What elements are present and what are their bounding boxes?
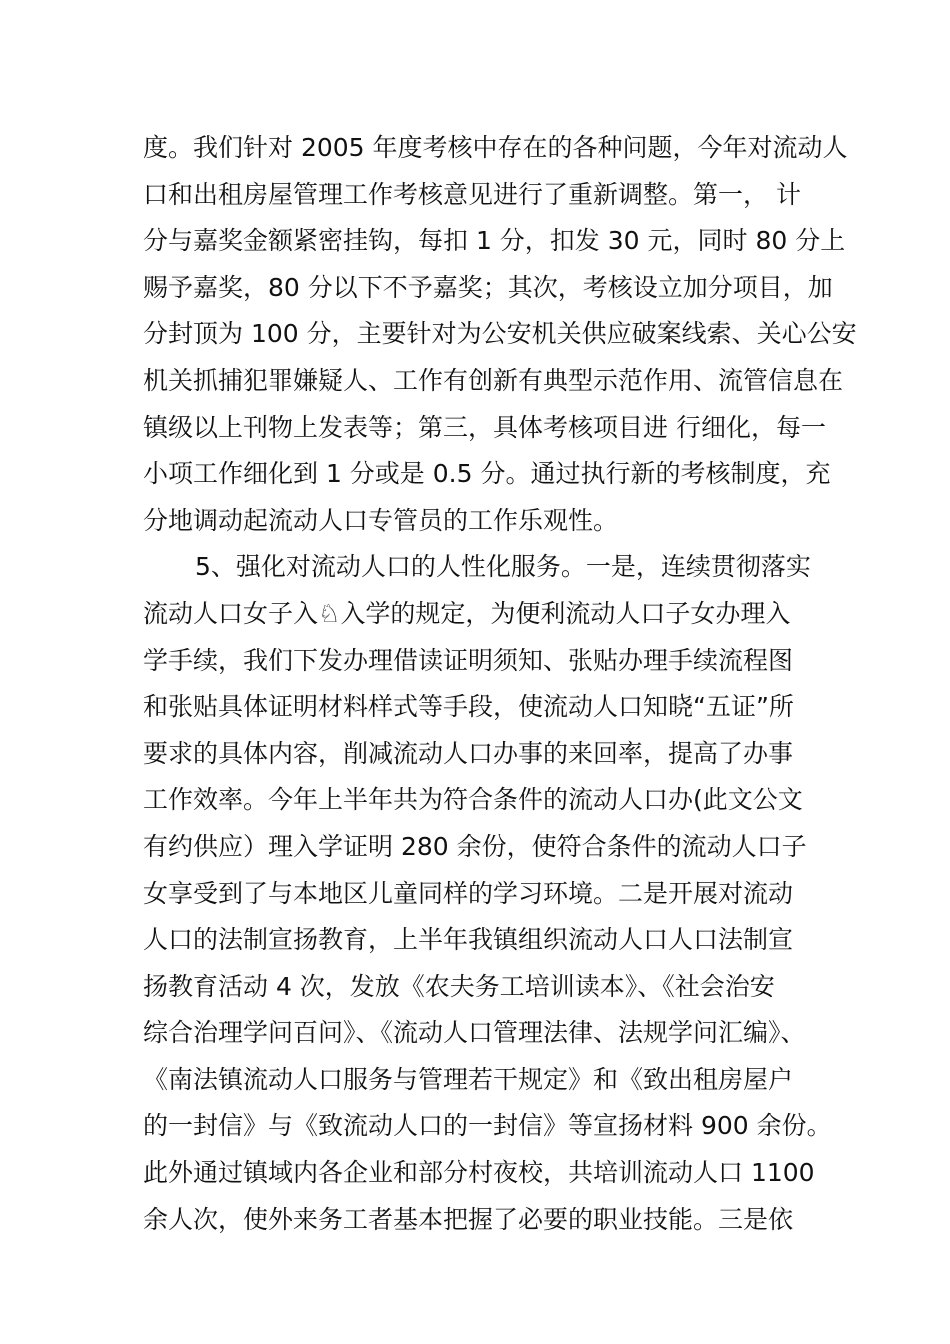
text-line: 人口的法制宣扬教育，上半年我镇组织流动人口人口法制宣 [143, 925, 794, 955]
text-line: 女享受到了与本地区儿童同样的学习环境。二是开展对流动 [143, 878, 794, 908]
text-line: 机关抓捕犯罪嫌疑人、工作有创新有典型示范作用、流管信息在 [143, 365, 844, 395]
text-line: 镇级以上刊物上发表等；第三，具体考核项目进 行细化，每一 [143, 412, 826, 442]
text-line: 扬教育活动 4 次，发放《农夫务工培训读本》、《社会治安 [143, 971, 775, 1001]
text-line: 综合治理学问百问》、《流动人口管理法律、法规学问汇编》、 [143, 1018, 806, 1048]
text-line: 和张贴具体证明材料样式等手段，使流动人口知晓“五证”所 [143, 692, 794, 722]
text-line: 要求的具体内容，削减流动人口办事的来回率，提高了办事 [143, 738, 794, 768]
text-line: 小项工作细化到 1 分或是 0.5 分。通过执行新的考核制度，充 [143, 459, 831, 489]
text-line: 此外通过镇域内各企业和部分村夜校，共培训流动人口 1100 [143, 1158, 815, 1188]
body-text [143, 125, 857, 1243]
text-line: 分与嘉奖金额紧密挂钩，每扣 1 分，扣发 30 元，同时 80 分上 [143, 226, 846, 256]
text-line: 有约供应）理入学证明 280 余份，使符合条件的流动人口子 [143, 831, 807, 861]
text-line: 口和出租房屋管理工作考核意见进行了重新调整。第一， 计 [143, 179, 801, 209]
text-line: 分封顶为 100 分，主要针对为公安机关供应破案线索、关心公安 [143, 319, 857, 349]
text-line: 的一封信》与《致流动人口的一封信》等宣扬材料 900 余份。 [143, 1111, 832, 1141]
text-line: 赐予嘉奖，80 分以下不予嘉奖；其次，考核设立加分项目，加 [143, 272, 833, 302]
text-line: 《南法镇流动人口服务与管理若干规定》和《致出租房屋户 [143, 1064, 794, 1094]
paragraph-start-line: 5、强化对流动人口的人性化服务。一是，连续贯彻落实 [195, 552, 811, 582]
text-line: 分地调动起流动人口专管员的工作乐观性。 [143, 505, 619, 535]
text-line: 流动人口女子入♘入学的规定，为便利流动人口子女办理入 [143, 598, 791, 628]
text-line: 学手续，我们下发办理借读证明须知、张贴办理手续流程图 [143, 645, 794, 675]
text-line: 度。我们针对 2005 年度考核中存在的各种问题，今年对流动人 [143, 133, 848, 162]
text-line: 余人次，使外来务工者基本把握了必要的职业技能。三是依 [143, 1204, 794, 1234]
text-line: 工作效率。今年上半年共为符合条件的流动人口办(此文公文 [143, 785, 803, 815]
